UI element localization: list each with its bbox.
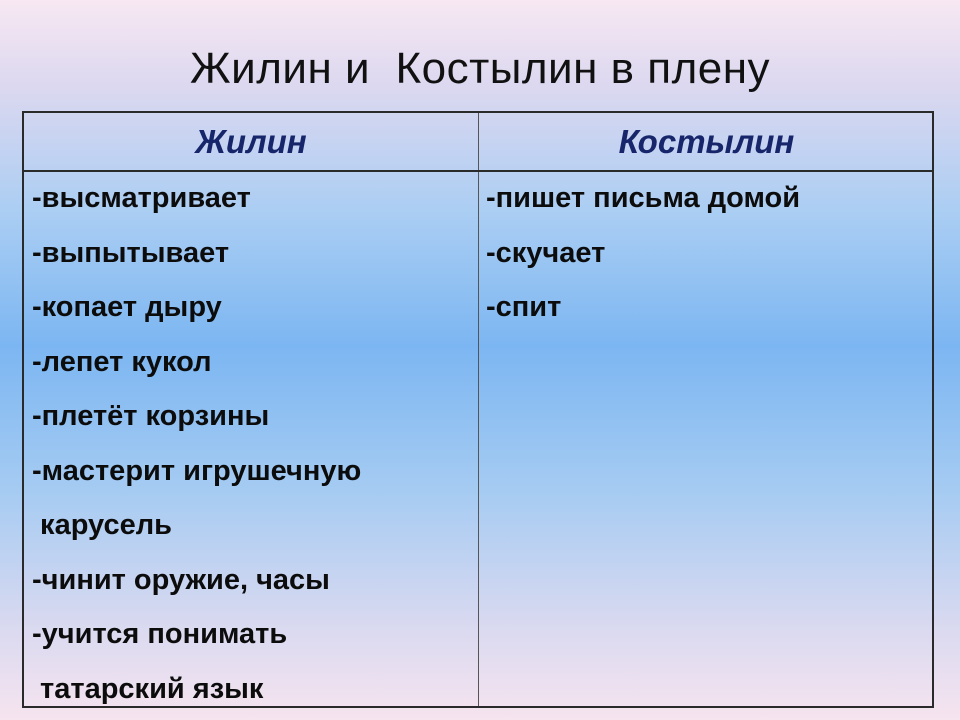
comparison-table (22, 111, 934, 708)
header-zhilin: Жилин (195, 123, 307, 160)
list-item: татарский язык (32, 672, 264, 705)
list-item: -копает дыру (32, 291, 222, 323)
list-item: -плетёт корзины (32, 400, 270, 432)
list-item: -пишет письма домой (486, 182, 801, 214)
list-item: -спит (486, 291, 562, 323)
list-item: -высматривает (32, 182, 251, 214)
kostylin-actions-list (486, 171, 926, 335)
list-item: -лепет кукол (32, 345, 212, 378)
list-item: -учится понимать (32, 618, 288, 650)
zhilin-actions-list (32, 171, 472, 716)
slide-title: Жилин и Костылин в плену (189, 44, 771, 93)
list-item: -выпытывает (32, 236, 230, 269)
header-kostylin: Костылин (618, 123, 795, 160)
list-item: -мастерит игрушечную (32, 454, 362, 487)
list-item: -скучает (486, 236, 606, 269)
list-item: -чинит оружие, часы (32, 563, 330, 596)
column-divider (478, 113, 479, 706)
list-item: карусель (32, 509, 172, 541)
